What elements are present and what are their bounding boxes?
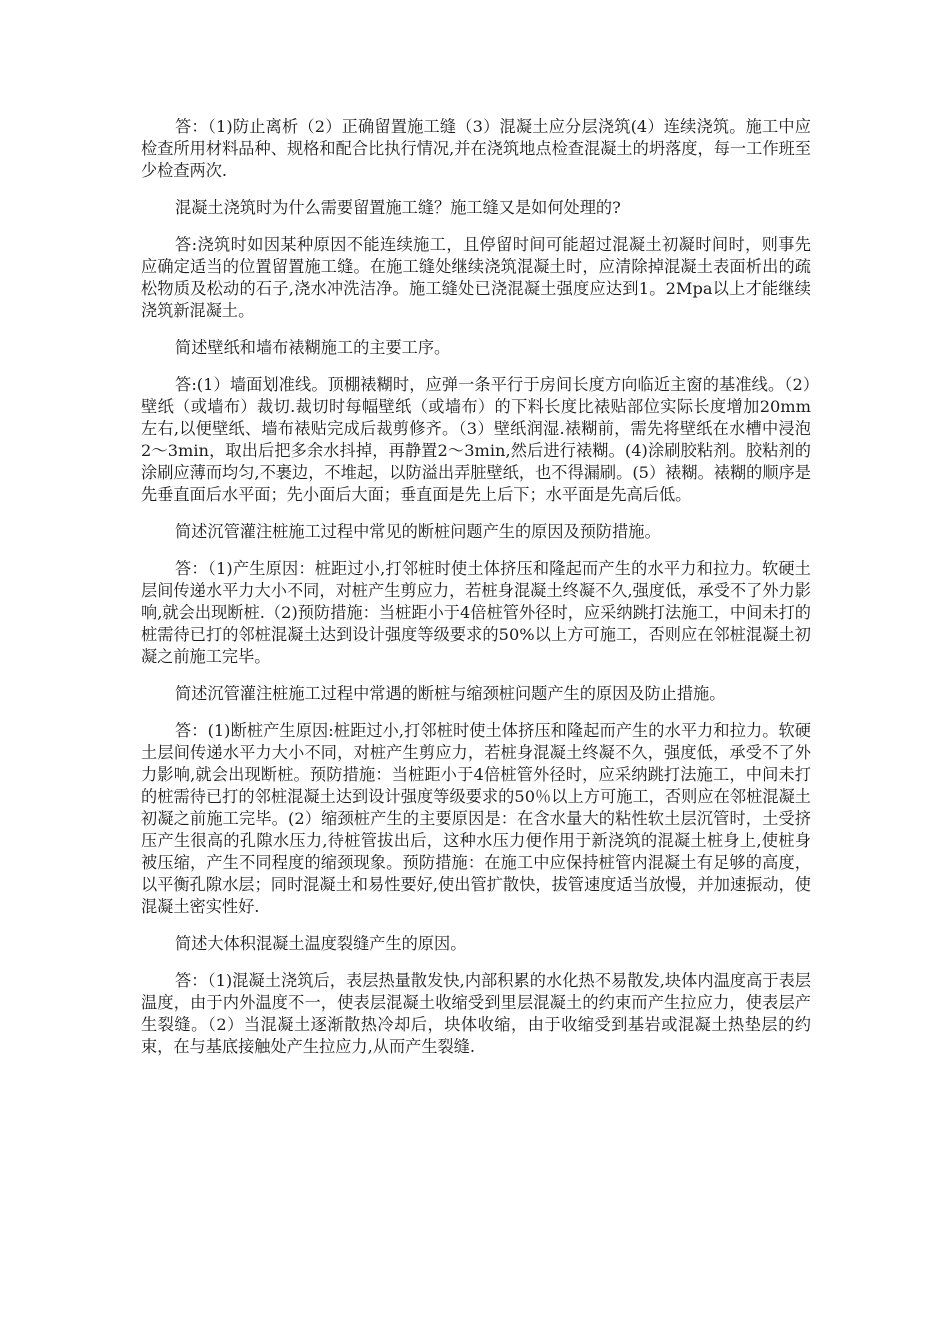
document-body (141, 116, 811, 1073)
question-paragraph: 简述沉管灌注桩施工过程中常遇的断桩与缩颈桩问题产生的原因及防止措施。 (175, 684, 726, 703)
answer-paragraph: 答：（1)产生原因：桩距过小,打邻桩时使土体挤压和隆起而产生的水平力和拉力。软硬土层间传递水平力大小不同，对桩产生剪应力，若桩身混凝土终凝不久,强度低，承受不了外力影响,就会出现断桩.（2)预防措施：当桩距小于4倍桩管外径时，应采纳跳打法施工，中间未打的桩需待已打的邻桩混凝土达到设计强度等级要求的50%以上方可施工，否则应在邻桩混凝土初凝之前施工完毕。 (141, 559, 811, 666)
question-paragraph: 混凝土浇筑时为什么需要留置施工缝？施工缝又是如何处理的? (175, 198, 621, 217)
answer-paragraph: 答:(1）墙面划准线。顶棚裱糊时，应弹一条平行于房间长度方向临近主窗的基准线。（2）壁纸（或墙布）裁切.裁切时每幅壁纸（或墙布）的下料长度比裱贴部位实际长度增加20mm左右,以便壁纸、墙布裱贴完成后裁剪修齐。（3）壁纸润湿.裱糊前，需先将壁纸在水槽中浸泡2～3min，取出后把多余水抖掉，再静置2～3min,然后进行裱糊。(4)涂刷胶粘剂。胶粘剂的涂刷应薄而均匀,不裹边，不堆起，以防溢出弄脏壁纸，也不得漏刷。(5）裱糊。裱糊的顺序是先垂直面后水平面；先小面后大面；垂直面是先上后下；水平面是先高后低。 (141, 375, 811, 504)
answer-paragraph: 答:浇筑时如因某种原因不能连续施工，且停留时间可能超过混凝土初凝时间时，则事先应确定适当的位置留置施工缝。在施工缝处继续浇筑混凝土时，应清除掉混凝土表面析出的疏松物质及松动的石子,浇水冲洗洁净。施工缝处已浇混凝土强度应达到1。2Mpa以上才能继续浇筑新混凝土。 (141, 235, 811, 320)
question-paragraph: 简述沉管灌注桩施工过程中常见的断桩问题产生的原因及预防措施。 (175, 522, 661, 541)
answer-paragraph: 答：(1)断桩产生原因:桩距过小,打邻桩时使土体挤压和隆起而产生的水平力和拉力。软硬土层间传递水平力大小不同，对桩产生剪应力，若桩身混凝土终凝不久，强度低，承受不了外力影响,就会出现断桩。预防措施：当桩距小于4倍桩管外径时，应采纳跳打法施工，中间未打的桩需待已打的邻桩混凝土达到设计强度等级要求的50％以上方可施工，否则应在邻桩混凝土初凝之前施工完毕。(2）缩颈桩产生的主要原因是：在含水量大的粘性软土层沉管时，土受挤压产生很高的孔隙水压力,待桩管拔出后，这种水压力便作用于新浇筑的混凝土桩身上,使桩身被压缩，产生不同程度的缩颈现象。预防措施：在施工中应保持桩管内混凝土有足够的高度，以平衡孔隙水层；同时混凝土和易性要好,使出管扩散快，拔管速度适当放慢，并加速振动，使混凝土密实性好. (141, 721, 811, 916)
question-paragraph: 简述大体积混凝土温度裂缝产生的原因。 (175, 934, 467, 953)
answer-paragraph: 答：（1)防止离析（2）正确留置施工缝（3）混凝土应分层浇筑(4）连续浇筑。施工中应检查所用材料品种、规格和配合比执行情况,并在浇筑地点检查混凝土的坍落度，每一工作班至少检查两次. (141, 117, 811, 180)
answer-paragraph: 答：（1)混凝土浇筑后，表层热量散发快,内部积累的水化热不易散发,块体内温度高于表层温度，由于内外温度不一，使表层混凝土收缩受到里层混凝土的约束而产生拉应力，使表层产生裂缝。（2）当混凝土逐渐散热冷却后，块体收缩，由于收缩受到基岩或混凝土热垫层的约束，在与基底接触处产生拉应力,从而产生裂缝. (141, 971, 811, 1056)
question-paragraph: 简述壁纸和墙布裱糊施工的主要工序。 (175, 338, 451, 357)
